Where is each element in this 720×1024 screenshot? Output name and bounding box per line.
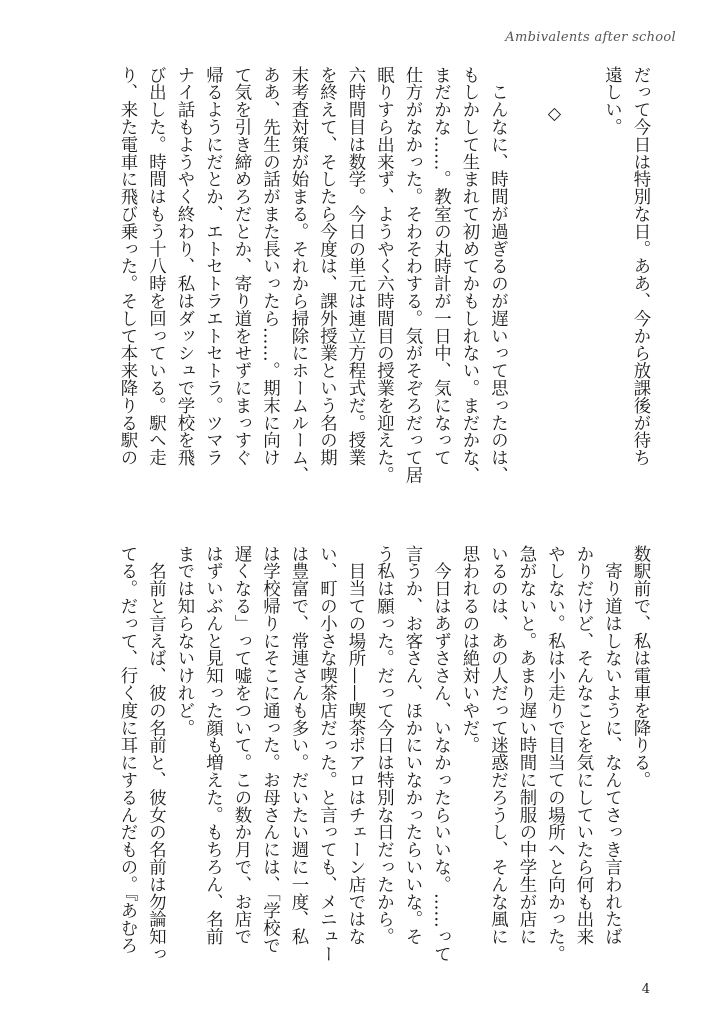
text-column: 名前と言えば、彼の名前と、彼女の名前は勿論知っ: [145, 545, 166, 963]
text-column: まだかな……。教室の丸時計が一日中、気になって: [430, 66, 451, 467]
text-column: り、来た電車に飛び乗った。そして本来降りる駅の: [117, 66, 137, 467]
text-column: 帰るようにだとか、エトセトラエトセトラ。ツマラ: [202, 66, 223, 467]
text-column: び出した。時間はもう十八時を回っている。駅へ走: [145, 66, 166, 467]
text-column: ああ、先生の話がまた長いったら……。期末に向け: [259, 66, 280, 467]
text-column: う私は願った。だって今日は特別な日だったから。: [373, 545, 394, 946]
text-column: 六時間目は数学。今日の単元は連立方程式だ。授業: [345, 66, 365, 467]
text-block-bottom: [113, 545, 655, 1005]
text-column: 遅くなる」って嘘をついて。この数か月で、お店で: [231, 545, 251, 946]
text-column: もしかして生まれて初めてかもしれない。まだかな、: [459, 66, 479, 484]
text-column: はずいぶんと見知った顔も増えた。もちろん、名前: [202, 545, 223, 946]
text-column: てる。だって、行く度に耳にするんだもの。『あむろ: [117, 545, 137, 954]
text-column: ナイ話もようやく終わり、私はダッシュで学校を飛: [174, 66, 194, 467]
text-column: 眠りすら出来ず、ようやく六時間目の授業を迎えた。: [373, 66, 394, 484]
text-column: 目当ての場所——喫茶ポアロはチェーン店ではな: [345, 545, 365, 946]
text-column: 仕方がなかった。そわそわする。気がそぞろだって居: [402, 66, 422, 484]
text-column: 言うか、お客さん、ほかにいなかったらいいな。そ: [402, 545, 422, 946]
text-column: [569, 66, 598, 496]
text-column: は学校帰りにそこに通った。お母さんには、「学校で: [259, 545, 280, 954]
text-column: 今日はあずささん、いなかったらいいな。……って: [430, 545, 451, 963]
text-column: 数駅前で、私は電車を降りる。: [630, 545, 650, 789]
text-column: までは知らないけれど。: [174, 545, 194, 737]
text-column: は豊富で、常連さんも多い。だいたい週に一度、私: [288, 545, 308, 946]
text-column: かりだけど、そんなことを気にしていたら何も出来: [573, 545, 593, 946]
text-column: いるのは、あの人だって迷惑だろうし、そんな風に: [487, 545, 508, 946]
text-column: こんなに、時間が過ぎるのが遅いって思ったのは、: [487, 66, 508, 484]
running-title: Ambivalents after school: [505, 30, 676, 45]
text-column: 思われるのは絶対いやだ。: [459, 545, 479, 754]
section-break-diamond: ◇: [544, 104, 565, 124]
page-number: 4: [641, 982, 650, 997]
text-column: 寄り道はしないように、なんてさっき言われたば: [601, 545, 622, 946]
text-column: 末考査対策が始まる。それから掃除にホームルーム、: [288, 66, 308, 484]
text-column: やしない。私は小走りで目当ての場所へと向かった。: [544, 545, 565, 963]
text-column: て気を引き締めろだとか、寄り道をせずにまっすぐ: [231, 66, 251, 467]
text-column: い、町の小さな喫茶店だった。と言っても、メニュー: [316, 545, 337, 963]
text-column: を終えて、そしたら今度は、課外授業という名の期: [316, 66, 337, 467]
text-column: [512, 66, 541, 496]
text-block-top: [113, 66, 655, 496]
text-column: 遠しい。: [601, 66, 622, 136]
text-column: 急がないと。あまり遅い時間に制服の中学生が店に: [516, 545, 536, 946]
text-column: だって今日は特別な日。ああ、今から放課後が待ち: [630, 66, 650, 467]
